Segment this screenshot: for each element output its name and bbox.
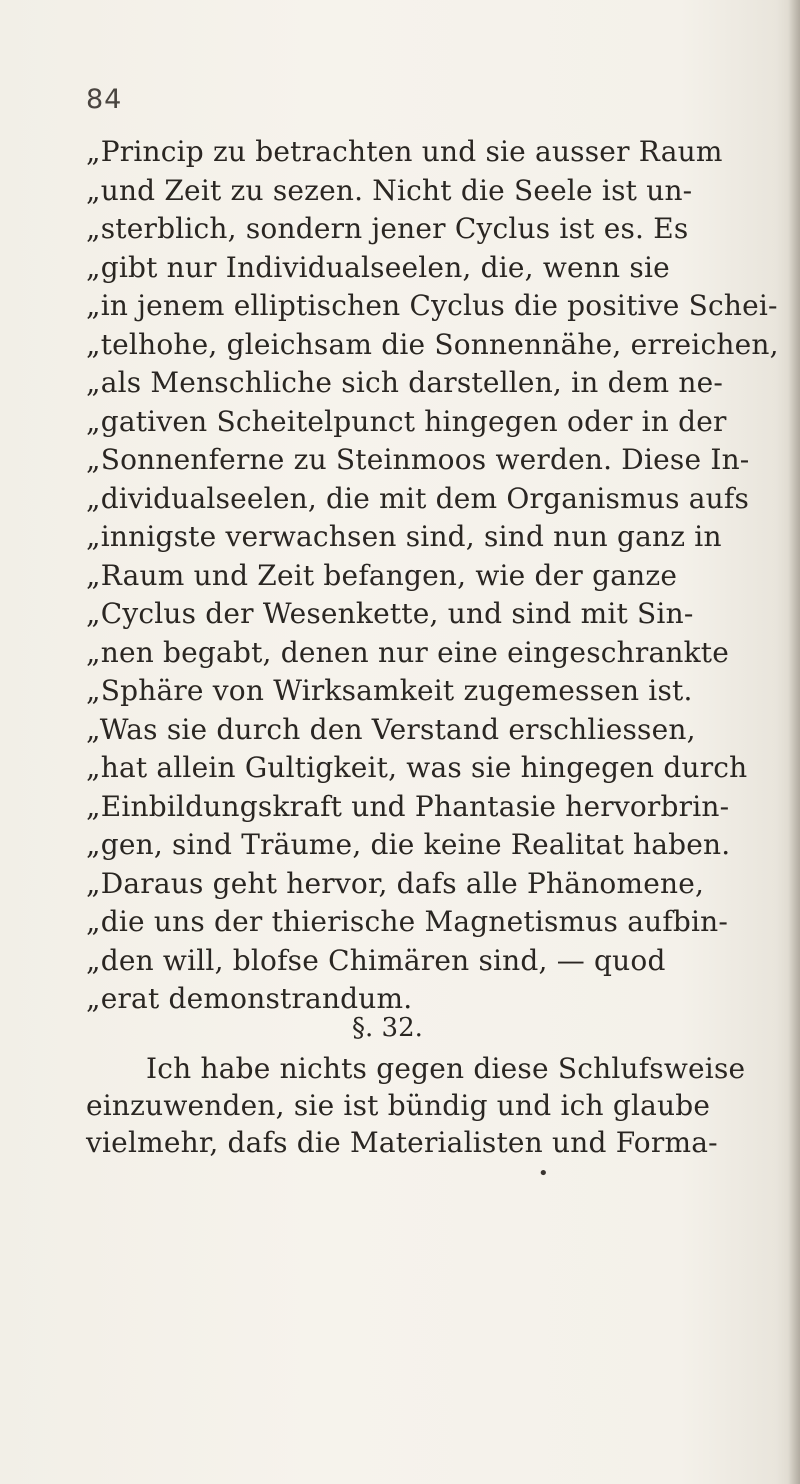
text-line: „den will, blofse Chimären sind, — quod bbox=[86, 943, 666, 977]
text-line: vielmehr, dafs die Materialisten und Forma- bbox=[86, 1126, 718, 1159]
text-line: „Sphäre von Wirksamkeit zugemessen ist. bbox=[86, 674, 693, 707]
quoted-paragraph bbox=[86, 133, 779, 1019]
text-line: „nen begabt, denen nur eine eingeschrankte bbox=[86, 635, 729, 669]
text-line: „erat demonstrandum. bbox=[86, 982, 413, 1015]
text-line: „in jenem elliptischen Cyclus die positive Schei- bbox=[86, 289, 778, 322]
text-line: „Daraus geht hervor, dafs alle Phänomene, bbox=[86, 866, 705, 900]
text-line: „sterblich, sondern jener Cyclus ist es. Es bbox=[86, 212, 689, 245]
text-line: „dividualseelen, die mit dem Organismus aufs bbox=[86, 481, 750, 515]
text-line: einzuwenden, sie ist bündig und ich glaube bbox=[86, 1089, 711, 1122]
section-paragraph bbox=[86, 1050, 776, 1161]
page-number: 84 bbox=[86, 84, 123, 115]
text-line: „telhohe, gleichsam die Sonnennähe, erreichen, bbox=[86, 327, 779, 361]
text-line: „Sonnenferne zu Steinmoos werden. Diese In- bbox=[86, 443, 750, 476]
text-line: „gen, sind Träume, die keine Realitat haben. bbox=[86, 828, 731, 861]
ornament-mark: • bbox=[538, 1163, 549, 1184]
text-line: „innigste verwachsen sind, sind nun ganz in bbox=[86, 520, 722, 553]
text-line: „Princip zu betrachten und sie ausser Raum bbox=[86, 135, 723, 168]
text-line: „und Zeit zu sezen. Nicht die Seele ist un- bbox=[86, 173, 693, 207]
text-line: „Raum und Zeit befangen, wie der ganze bbox=[86, 558, 678, 592]
text-line: „als Menschliche sich darstellen, in dem ne- bbox=[86, 366, 724, 399]
text-line: „Einbildungskraft und Phantasie hervorbrin- bbox=[86, 789, 730, 823]
text-line: „gibt nur Individualseelen, die, wenn sie bbox=[86, 250, 670, 284]
text-line: „Was sie durch den Verstand erschliessen, bbox=[86, 712, 696, 746]
text-line: „die uns der thierische Magnetismus aufbin- bbox=[86, 905, 729, 938]
section-heading: §. 32. bbox=[352, 1013, 423, 1043]
text-line: „Cyclus der Wesenkette, und sind mit Sin- bbox=[86, 597, 694, 630]
text-line: „gativen Scheitelpunct hingegen oder in der bbox=[86, 404, 727, 438]
page-edge-shadow bbox=[788, 0, 800, 1484]
text-line: „hat allein Gultigkeit, was sie hingegen durch bbox=[86, 751, 748, 784]
text-line: Ich habe nichts gegen diese Schlufsweise bbox=[146, 1052, 746, 1085]
